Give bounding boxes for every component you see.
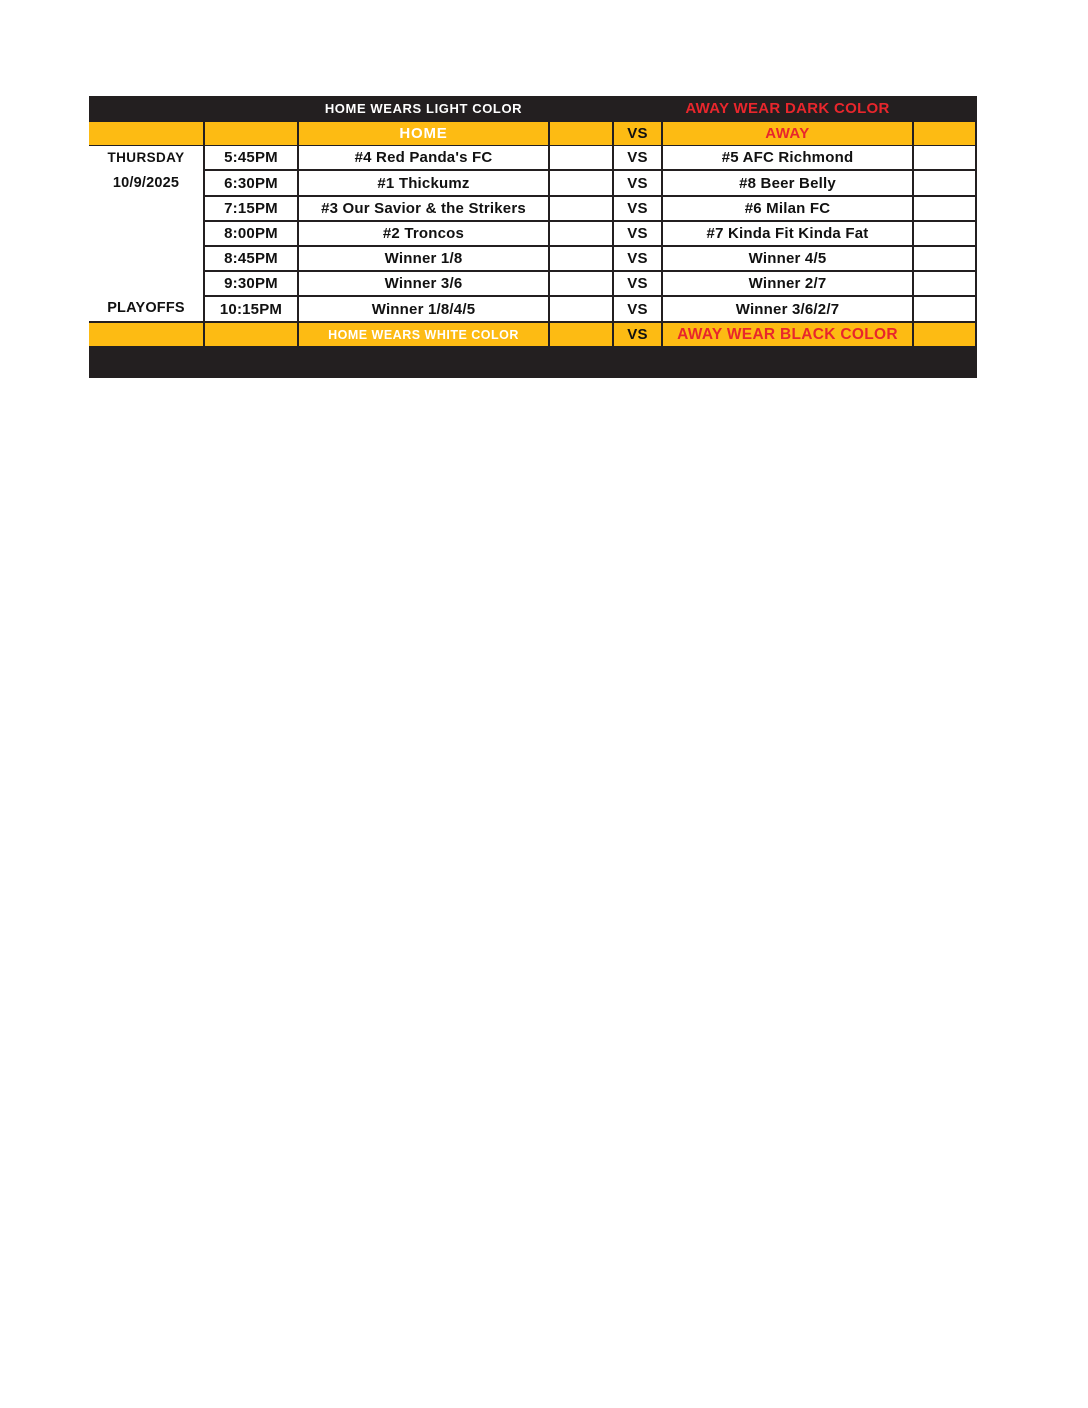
blank-cell bbox=[550, 272, 612, 295]
away-team: #7 Kinda Fit Kinda Fat bbox=[663, 222, 912, 245]
game-day: THURSDAY bbox=[107, 150, 185, 165]
game-time: 5:45PM bbox=[205, 146, 297, 169]
game-row bbox=[89, 171, 977, 195]
vs-cell: VS bbox=[614, 247, 661, 270]
blank-cell bbox=[550, 197, 612, 220]
game-time: 8:00PM bbox=[205, 222, 297, 245]
footer-blank-1 bbox=[550, 323, 612, 346]
game-time: 9:30PM bbox=[205, 272, 297, 295]
blank-cell bbox=[914, 272, 975, 295]
home-team: Winner 3/6 bbox=[299, 272, 548, 295]
game-row bbox=[89, 197, 977, 220]
away-column-label: AWAY bbox=[663, 122, 912, 145]
blank-cell bbox=[550, 222, 612, 245]
away-color-note: AWAY WEAR DARK COLOR bbox=[663, 96, 912, 121]
away-team: #6 Milan FC bbox=[663, 197, 912, 220]
footer-blank-day bbox=[89, 323, 203, 346]
footer-vs: VS bbox=[614, 323, 661, 346]
away-team: #5 AFC Richmond bbox=[663, 146, 912, 169]
vs-cell: VS bbox=[614, 297, 661, 321]
away-team: Winner 2/7 bbox=[663, 272, 912, 295]
away-team: Winner 4/5 bbox=[663, 247, 912, 270]
home-color-note: HOME WEARS LIGHT COLOR bbox=[299, 96, 548, 121]
home-team: #2 Troncos bbox=[299, 222, 548, 245]
vs-column-label: VS bbox=[614, 122, 661, 145]
home-team: #1 Thickumz bbox=[299, 171, 548, 195]
label-blank-time bbox=[205, 122, 297, 145]
home-team: #3 Our Savior & the Strikers bbox=[299, 197, 548, 220]
blank-cell bbox=[914, 297, 975, 321]
header-row bbox=[89, 96, 977, 121]
away-team: #8 Beer Belly bbox=[663, 171, 912, 195]
home-column-label: HOME bbox=[299, 122, 548, 145]
game-date: 10/9/2025 bbox=[112, 175, 180, 191]
game-row bbox=[89, 272, 977, 295]
blank-cell bbox=[914, 171, 975, 195]
blank-cell bbox=[914, 146, 975, 169]
game-time: 8:45PM bbox=[205, 247, 297, 270]
playoffs-label: PLAYOFFS bbox=[107, 300, 185, 316]
label-blank-2 bbox=[914, 122, 975, 145]
column-label-row bbox=[89, 122, 977, 145]
game-time: 6:30PM bbox=[205, 171, 297, 195]
home-team: #4 Red Panda's FC bbox=[299, 146, 548, 169]
game-row bbox=[89, 222, 977, 245]
home-team: Winner 1/8/4/5 bbox=[299, 297, 548, 321]
label-blank-day bbox=[89, 122, 203, 145]
blank-cell bbox=[550, 297, 612, 321]
game-row bbox=[89, 146, 977, 169]
footer-row bbox=[89, 323, 977, 346]
vs-cell: VS bbox=[614, 171, 661, 195]
blank-cell bbox=[550, 247, 612, 270]
away-black-note: AWAY WEAR BLACK COLOR bbox=[663, 323, 912, 346]
away-team: Winner 3/6/2/7 bbox=[663, 297, 912, 321]
vs-cell: VS bbox=[614, 222, 661, 245]
home-team: Winner 1/8 bbox=[299, 247, 548, 270]
blank-cell bbox=[914, 197, 975, 220]
blank-cell bbox=[914, 222, 975, 245]
footer-blank-2 bbox=[914, 323, 975, 346]
home-white-note: HOME WEARS WHITE COLOR bbox=[299, 323, 548, 346]
vs-cell: VS bbox=[614, 197, 661, 220]
schedule-table bbox=[89, 96, 977, 378]
label-blank-1 bbox=[550, 122, 612, 145]
blank-cell bbox=[550, 146, 612, 169]
game-row bbox=[89, 247, 977, 270]
blank-cell bbox=[914, 247, 975, 270]
game-time: 7:15PM bbox=[205, 197, 297, 220]
game-time: 10:15PM bbox=[205, 297, 297, 321]
game-row bbox=[89, 297, 977, 321]
blank-cell bbox=[550, 171, 612, 195]
vs-cell: VS bbox=[614, 146, 661, 169]
vs-cell: VS bbox=[614, 272, 661, 295]
footer-blank-time bbox=[205, 323, 297, 346]
